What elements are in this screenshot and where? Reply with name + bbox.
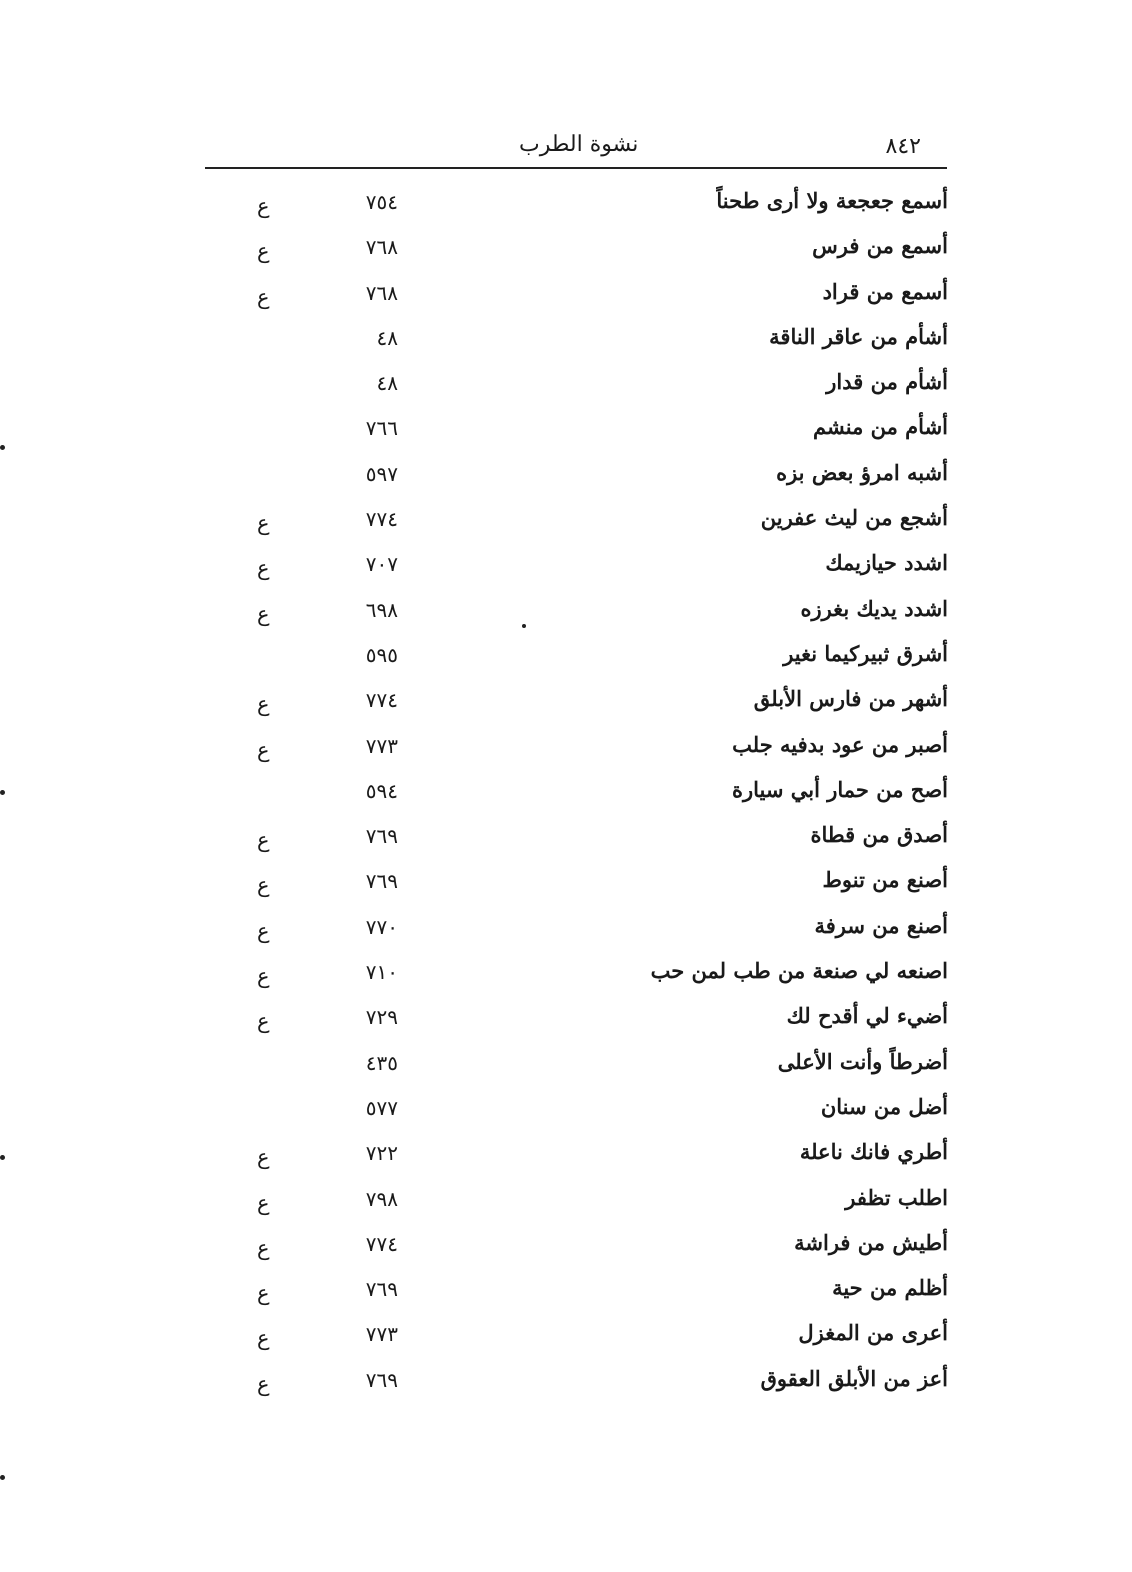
index-entry [0,273,1132,318]
page-reference: ٥٧٧ [365,1095,398,1120]
index-entry [0,771,1132,816]
page-reference: ٧١٠ [365,960,398,985]
proverb-text: أسمع من فرس [812,233,948,259]
page-reference: ٥٩٧ [365,461,398,486]
source-mark: ع [257,284,270,309]
proverb-text: أشأم من عاقر الناقة [769,323,948,349]
page-reference: ٧٧٠ [365,914,398,939]
source-mark: ع [257,194,270,218]
proverb-text: أضيء لي أقدح لك [786,1003,948,1029]
source-mark: ع [257,511,270,536]
source-mark: ع [257,1190,270,1215]
proverb-text: أشجع من ليث عفرين [760,505,948,531]
page-reference: ٧٦٨ [365,280,398,305]
page-reference: ٥٩٤ [365,778,398,803]
proverb-text: أصح من حمار أبي سيارة [731,776,948,802]
page-reference: ٧٦٩ [365,1277,398,1302]
index-entry [0,952,1132,997]
index-entry [0,227,1132,272]
index-entry [0,1314,1132,1359]
proverb-text: أسمع من قراد [822,278,948,304]
source-mark: ع [257,692,270,717]
index-entry [0,861,1132,906]
proverb-text: أشأم من قدار [826,369,948,395]
page-reference: ٧٧٣ [365,1322,398,1347]
page-reference: ٧٧٤ [365,688,398,713]
index-entry [0,318,1132,363]
index-entry [0,1360,1132,1405]
proverb-text: أصنع من تنوط [822,867,948,893]
index-entry [0,907,1132,952]
scan-speck [0,790,5,795]
page-reference: ٤٨ [376,325,398,350]
source-mark: ع [257,556,270,581]
page-reference: ٤٨ [376,371,398,396]
proverb-text: أصدق من قطاة [810,822,948,848]
scan-speck [0,1475,5,1480]
proverb-text: أشأم من منشم [813,414,948,440]
index-entry [0,1269,1132,1314]
index-entry [0,1179,1132,1224]
page-reference: ٤٣٥ [365,1050,398,1075]
page-reference: ٧٦٩ [365,869,398,894]
source-mark: ع [257,828,270,853]
page-reference: ٧٦٦ [365,416,398,441]
proverb-index-list [0,182,1132,1405]
page-reference: ٧٧٤ [365,1231,398,1256]
page-reference: ٧٦٨ [365,235,398,260]
proverb-text: أضل من سنان [820,1093,948,1119]
page-reference: ٧٩٨ [365,1186,398,1211]
proverb-text: اشدد يديك بغرزه [800,595,948,621]
index-entry [0,1088,1132,1133]
page-reference: ٧٦٩ [365,824,398,849]
running-title: نشوة الطرب [519,132,639,157]
proverb-text: اطلب تظفر [845,1184,948,1210]
proverb-text: أظلم من حية [832,1275,948,1301]
proverb-text: أصنع من سرفة [814,912,948,938]
index-entry [0,454,1132,499]
source-mark: ع [257,737,270,762]
source-mark: ع [257,1326,270,1351]
proverb-text: أشبه امرؤ بعض بزه [776,459,948,485]
proverb-text: أصبر من عود بدفيه جلب [732,731,948,757]
page-reference: ٧٧٤ [365,507,398,532]
page-reference: ٧٢٩ [365,1005,398,1030]
source-mark: ع [257,239,270,264]
source-mark: ع [257,1371,270,1396]
index-entry [0,635,1132,680]
page-reference: ٦٩٨ [365,597,398,622]
source-mark: ع [257,1145,270,1170]
index-entry [0,816,1132,861]
index-entry [0,363,1132,408]
header-rule [205,167,947,169]
source-mark: ع [257,1009,270,1034]
page-number: ٨٤٢ [885,134,921,159]
index-entry [0,726,1132,771]
page-header [205,128,947,168]
source-mark: ع [257,1235,270,1260]
index-entry [0,997,1132,1042]
index-entry [0,499,1132,544]
index-entry [0,680,1132,725]
scan-speck [522,624,526,628]
proverb-text: أشهر من فارس الأبلق [753,686,948,712]
proverb-text: أعرى من المغزل [798,1320,948,1346]
scan-speck [0,1155,5,1160]
proverb-text: اصنعه لي صنعة من طب لمن حب [650,958,948,984]
index-entry [0,1224,1132,1269]
index-entry [0,590,1132,635]
index-entry [0,408,1132,453]
page-reference: ٥٩٥ [365,642,398,667]
index-entry [0,1133,1132,1178]
page-reference: ٧٥٤ [365,190,398,214]
index-entry [0,1043,1132,1088]
source-mark: ع [257,873,270,898]
proverb-text: أضرطاً وأنت الأعلى [777,1048,948,1074]
page-reference: ٧٧٣ [365,733,398,758]
source-mark: ع [257,964,270,989]
proverb-text: أطيش من فراشة [794,1229,948,1255]
proverb-text: أشرق ثبيركيما نغير [783,640,948,666]
scan-speck [0,445,5,450]
proverb-text: أطري فانك ناعلة [799,1139,948,1165]
index-entry [0,182,1132,227]
source-mark: ع [257,601,270,626]
proverb-text: أسمع جعجعة ولا أرى طحناً [716,188,948,213]
proverb-text: أعز من الأبلق العقوق [760,1365,948,1391]
proverb-text: اشدد حيازيمك [825,550,948,576]
index-entry [0,544,1132,589]
page-reference: ٧٠٧ [365,552,398,577]
source-mark: ع [257,918,270,943]
page-reference: ٧٦٩ [365,1367,398,1392]
page-reference: ٧٢٢ [365,1141,398,1166]
source-mark: ع [257,1281,270,1306]
